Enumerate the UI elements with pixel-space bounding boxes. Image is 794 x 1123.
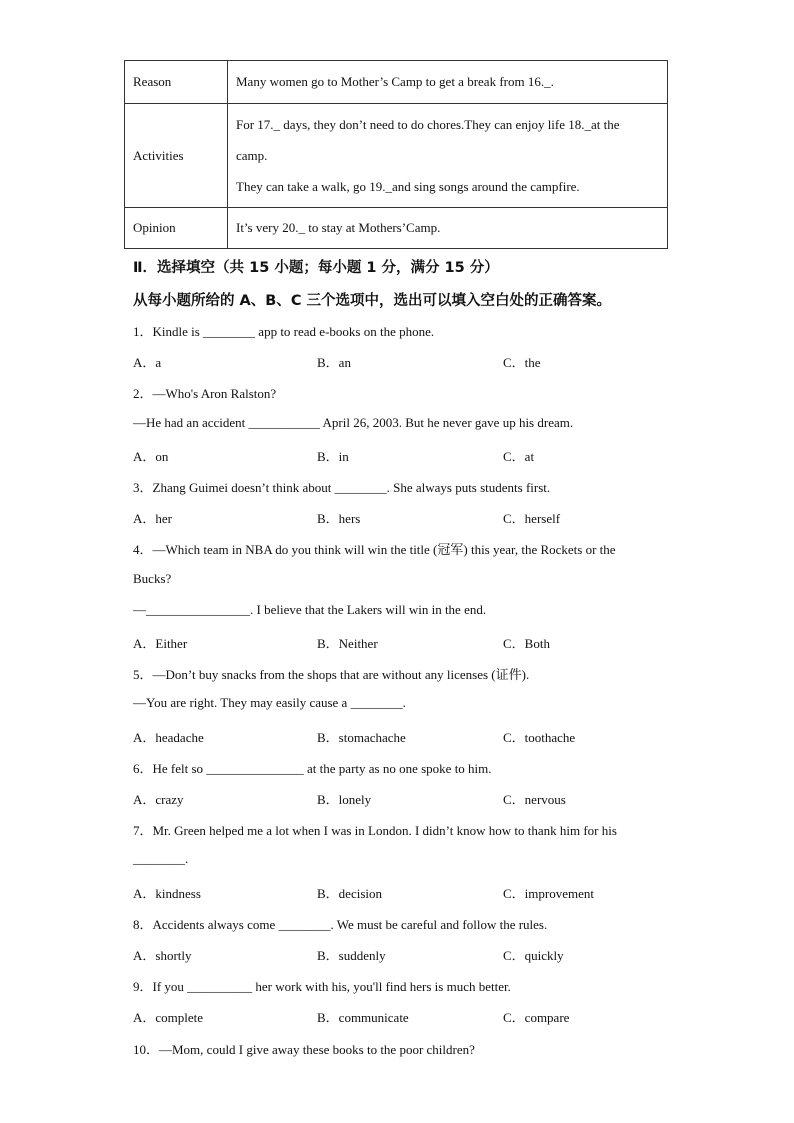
question-2-option-a: A．on (133, 449, 169, 464)
question-6-option-a: A．crazy (133, 792, 184, 807)
activities-cell (228, 104, 668, 208)
question-2-line-2: —He had an accident ___________ April 26, 2003. But he never gave up his dream. (133, 415, 574, 430)
opinion-text: It’s very 20._ to stay at Mothers’Camp. (228, 208, 668, 249)
question-1-option-b: B．an (317, 355, 351, 370)
question-7-line-1: 7．Mr. Green helped me a lot when I was in London. I didn’t know how to thank him for his (133, 823, 617, 838)
question-5-line-1: 5．—Don’t buy snacks from the shops that are without any licenses (证件). (133, 667, 530, 682)
question-8-option-c: C．quickly (503, 948, 564, 963)
reason-label: Reason (125, 61, 228, 104)
question-7-option-b: B．decision (317, 886, 382, 901)
question-3-option-b: B．hers (317, 511, 361, 526)
question-6-option-b: B．lonely (317, 792, 372, 807)
question-2-option-c: C．at (503, 449, 535, 464)
question-1-option-c: C．the (503, 355, 541, 370)
question-2-option-b: B．in (317, 449, 349, 464)
question-7-line-2: ________. (133, 851, 189, 866)
question-9-option-a: A．complete (133, 1010, 204, 1025)
question-6-option-c: C．nervous (503, 792, 566, 807)
question-1-line-1: 1．Kindle is ________ app to read e-books on the phone. (133, 324, 435, 339)
table-row-reason (125, 61, 668, 104)
question-4-line-2: Bucks? (133, 571, 172, 586)
question-8-option-b: B．suddenly (317, 948, 386, 963)
question-7-option-a: A．kindness (133, 886, 201, 901)
activities-line-1: For 17._ days, they don’t need to do chores.They can enjoy life 18._at the (236, 117, 620, 132)
activities-label: Activities (125, 104, 228, 208)
question-5-option-c: C．toothache (503, 730, 576, 745)
question-10-line-1: 10．—Mom, could I give away these books to the poor children? (133, 1042, 475, 1057)
question-3-option-a: A．her (133, 511, 172, 526)
table-row-opinion (125, 208, 668, 249)
question-3-option-c: C．herself (503, 511, 561, 526)
question-6-line-1: 6．He felt so _______________ at the party as no one spoke to him. (133, 761, 492, 776)
activities-line-3: They can take a walk, go 19._and sing songs around the campfire. (236, 179, 580, 194)
question-3-line-1: 3．Zhang Guimei doesn’t think about ________. She always puts students first. (133, 480, 551, 495)
question-9-option-c: C．compare (503, 1010, 570, 1025)
reason-text: Many women go to Mother’s Camp to get a break from 16._. (228, 61, 668, 104)
section-heading: Ⅱ．选择填空（共 15 小题；每小题 1 分，满分 15 分） (133, 260, 499, 276)
question-4-line-1: 4．—Which team in NBA do you think will win the title (冠军) this year, the Rockets or the (133, 542, 616, 557)
question-8-option-a: A．shortly (133, 948, 192, 963)
question-5-line-2: —You are right. They may easily cause a ________. (133, 695, 406, 710)
table-row-activities (125, 104, 668, 208)
section-instruction: 从每小题所给的 A、B、C 三个选项中，选出可以填入空白处的正确答案。 (133, 293, 612, 309)
question-1-option-a: A．a (133, 355, 162, 370)
question-4-option-c: C．Both (503, 636, 550, 651)
question-7-option-c: C．improvement (503, 886, 594, 901)
question-5-option-b: B．stomachache (317, 730, 406, 745)
question-4-line-3: —________________. I believe that the Lakers will win in the end. (133, 602, 487, 617)
activities-line-2: camp. (236, 148, 268, 163)
question-9-option-b: B．communicate (317, 1010, 409, 1025)
question-9-line-1: 9．If you __________ her work with his, you'll find hers is much better. (133, 979, 511, 994)
question-8-line-1: 8．Accidents always come ________. We must be careful and follow the rules. (133, 917, 548, 932)
question-4-option-a: A．Either (133, 636, 188, 651)
question-2-line-1: 2．—Who's Aron Ralston? (133, 386, 277, 401)
info-table (124, 60, 668, 249)
question-4-option-b: B．Neither (317, 636, 378, 651)
question-5-option-a: A．headache (133, 730, 204, 745)
opinion-label: Opinion (125, 208, 228, 249)
